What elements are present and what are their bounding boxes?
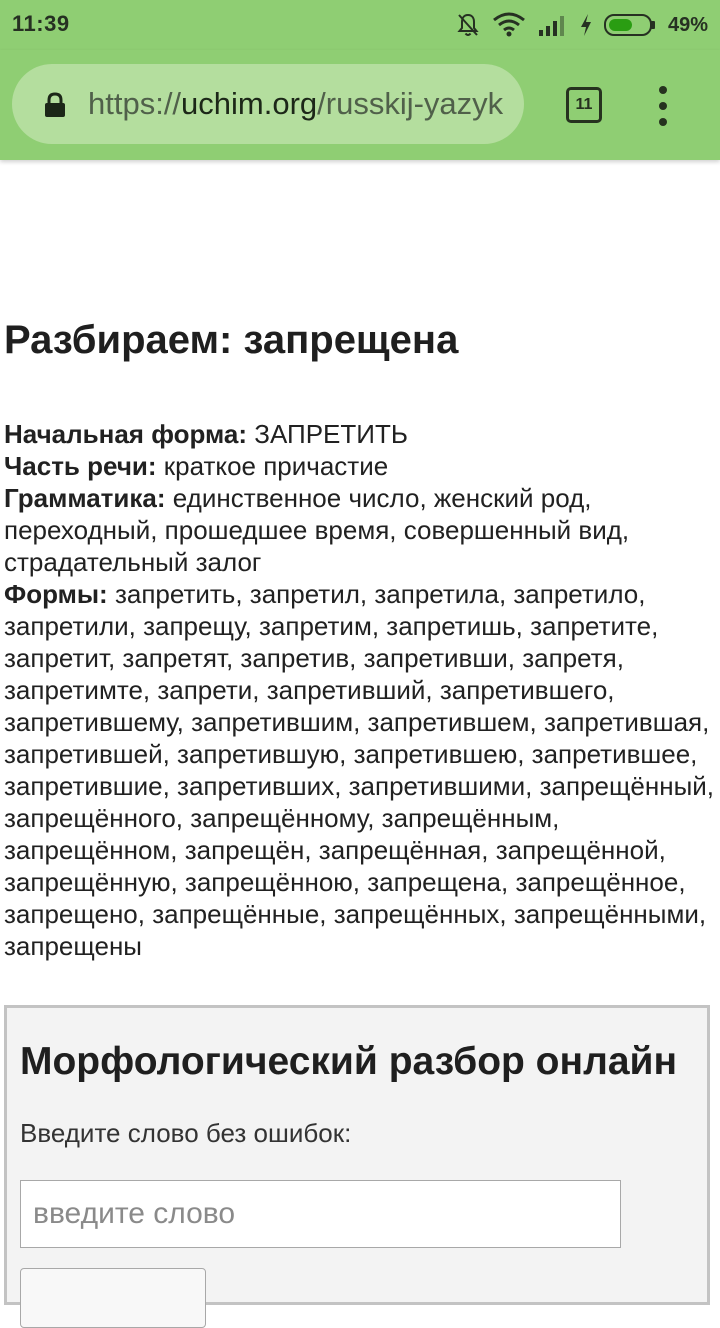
lock-icon xyxy=(44,92,66,123)
more-vert-icon[interactable] xyxy=(656,86,670,126)
grammar-value: единственное число, женский род, переходный, прошедшее время, совершенный вид, страдательный залог xyxy=(4,483,630,577)
initial-form-label: Начальная форма: xyxy=(4,419,248,449)
morphology-info xyxy=(4,418,718,962)
status-time: 11:39 xyxy=(12,11,70,36)
forms-label: Формы: xyxy=(4,579,108,609)
online-parse-box xyxy=(4,1005,710,1305)
part-of-speech-row xyxy=(4,450,718,482)
forms-value: запретить, запретил, запретила, запретило, запретили, запрещу, запретим, запретишь, запретите, запретит, запретят, запретив, запретивши, запретя, запретимте, запрети, запретивший, запретившего, запретившему, запретившим, запретившем, запретившая, запретившей, запретившую, запретившею, запретившее, запретившие, запретивших, запретившими, запрещённый, запрещённого, запрещённому, запрещённым, запрещённом, запрещён, запрещённая, запрещённой, запрещённую, запрещённою, запрещена, запрещённое, запрещено, запрещённые, запрещённых, запрещёнными, запрещены xyxy=(4,579,715,961)
part-of-speech-value: краткое причастие xyxy=(156,451,389,481)
url-path: /russkij-yazyk xyxy=(317,86,504,121)
url-scheme: https:// xyxy=(88,86,182,121)
page-title-container xyxy=(0,160,720,260)
word-input[interactable] xyxy=(20,1180,621,1248)
charging-icon xyxy=(580,13,592,37)
grammar-row xyxy=(4,482,718,578)
grammar-label: Грамматика: xyxy=(4,483,166,513)
wifi-icon xyxy=(492,12,526,38)
online-parse-title: Морфологический разбор онлайн xyxy=(20,1040,678,1083)
url-host: uchim.org xyxy=(181,86,318,121)
battery-icon xyxy=(604,14,656,36)
signal-icon xyxy=(538,13,568,37)
initial-form-value: ЗАПРЕТИТЬ xyxy=(247,419,408,449)
status-bar xyxy=(0,0,720,50)
submit-button[interactable] xyxy=(20,1268,206,1328)
url-text xyxy=(88,85,508,123)
section-title: Разбираем: запрещена xyxy=(4,318,459,362)
word-input-label: Введите слово без ошибок: xyxy=(20,1118,352,1148)
battery-percent: 49% xyxy=(667,13,708,36)
browser-toolbar xyxy=(0,50,720,160)
tabs-icon[interactable]: 11 xyxy=(566,87,602,123)
url-bar[interactable] xyxy=(12,64,524,144)
part-of-speech-label: Часть речи: xyxy=(4,451,157,481)
initial-form-row xyxy=(4,418,718,450)
forms-row xyxy=(4,578,718,962)
bell-off-icon xyxy=(456,12,480,38)
status-icons xyxy=(456,10,708,40)
